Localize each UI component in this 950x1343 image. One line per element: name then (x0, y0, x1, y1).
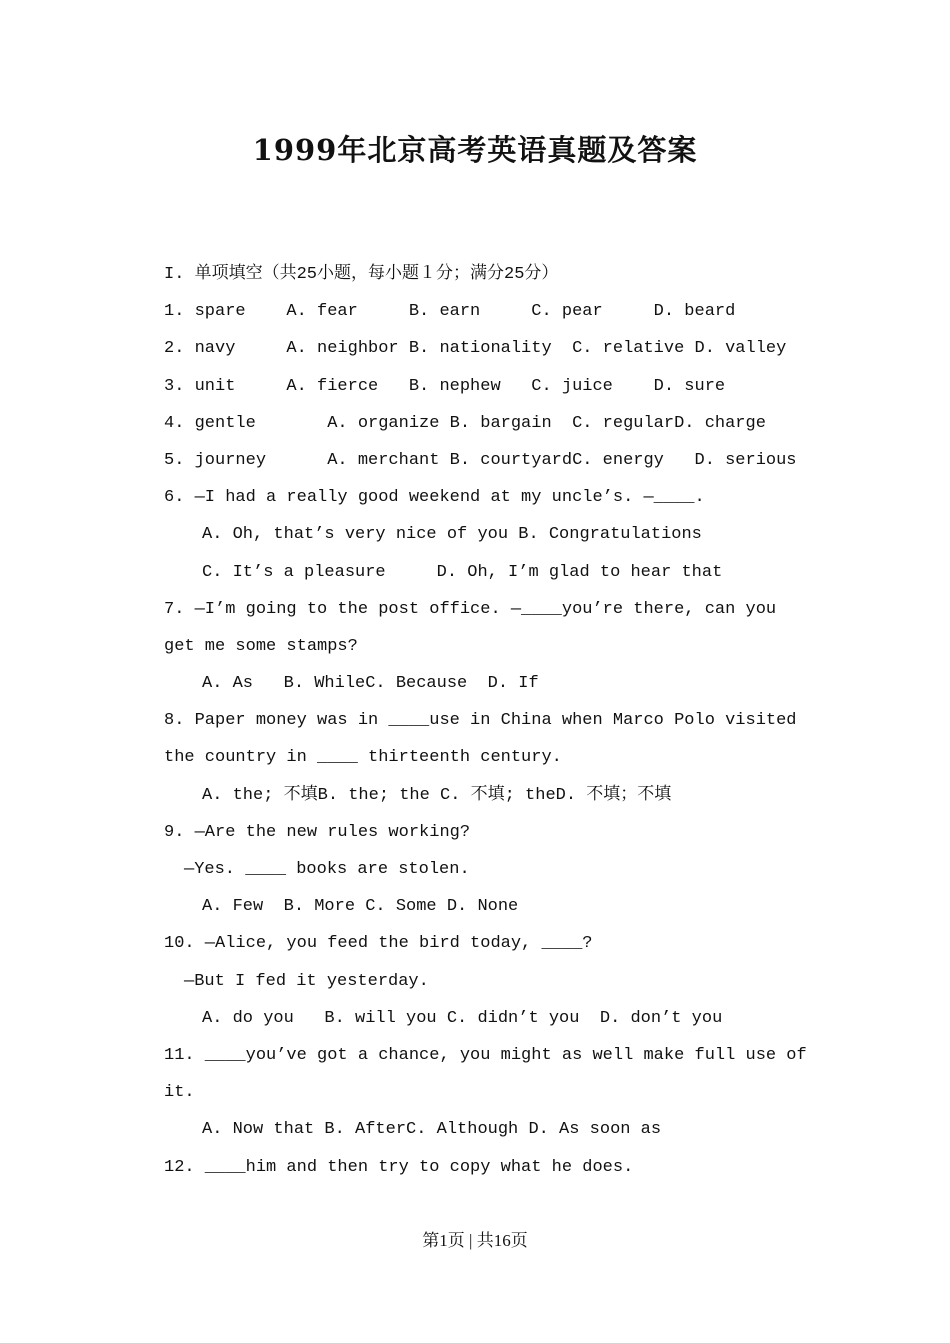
question-line: 7. —I’m going to the post office. —____you’re there, can you (164, 599, 777, 619)
question-line: 11. ____you’ve got a chance, you might as well make full use of (164, 1045, 807, 1065)
answer-options: A. Few B. More C. Some D. None (202, 897, 519, 917)
question-line: 8. Paper money was in ____use in China when Marco Polo visited (164, 711, 797, 731)
page-title: 1999年北京高考英语真题及答案 (252, 133, 698, 167)
answer-options: C. It’s a pleasure D. Oh, I’m glad to hear that (202, 562, 723, 582)
dialogue-line: —Yes. ____ books are stolen. (184, 860, 470, 879)
question-line: 1. spare A. fear B. earn C. pear D. beard (164, 302, 736, 322)
answer-options: A. do you B. will you C. didn’t you D. don’t you (202, 1008, 723, 1028)
question-line: 3. unit A. fierce B. nephew C. juice D. sure (164, 376, 726, 396)
answer-options: A. Oh, that’s very nice of you B. Congratulations (202, 525, 702, 545)
question-line: 4. gentle A. organize B. bargain C. regularD. charge (164, 413, 766, 433)
question-line: 10. —Alice, you feed the bird today, ____? (164, 934, 593, 954)
question-line: 6. —I had a really good weekend at my uncle’s. —____. (164, 488, 705, 508)
dialogue-line: —But I fed it yesterday. (184, 971, 429, 991)
answer-options: A. the; 不填B. the; the C. 不填; theD. 不填；不填 (202, 785, 672, 805)
question-line: 9. —Are the new rules working? (164, 822, 471, 842)
section-heading: I. 单项填空（共25小题，每小题１分；满分25分） (164, 265, 559, 284)
question-continuation: the country in ____ thirteenth century. (164, 748, 562, 768)
question-line: 5. journey A. merchant B. courtyardC. energy D. serious (164, 450, 797, 470)
question-continuation: it. (164, 1083, 195, 1103)
question-continuation: get me some stamps? (164, 636, 358, 656)
page-footer: 第1页 | 共16页 (422, 1231, 528, 1250)
question-line: 2. navy A. neighbor B. nationality C. relative D. valley (164, 339, 787, 359)
question-line: 12. ____him and then try to copy what he does. (164, 1157, 634, 1177)
answer-options: A. Now that B. AfterC. Although D. As soon as (202, 1120, 662, 1140)
document-body (164, 262, 807, 1192)
answer-options: A. As B. WhileC. Because D. If (202, 674, 539, 694)
